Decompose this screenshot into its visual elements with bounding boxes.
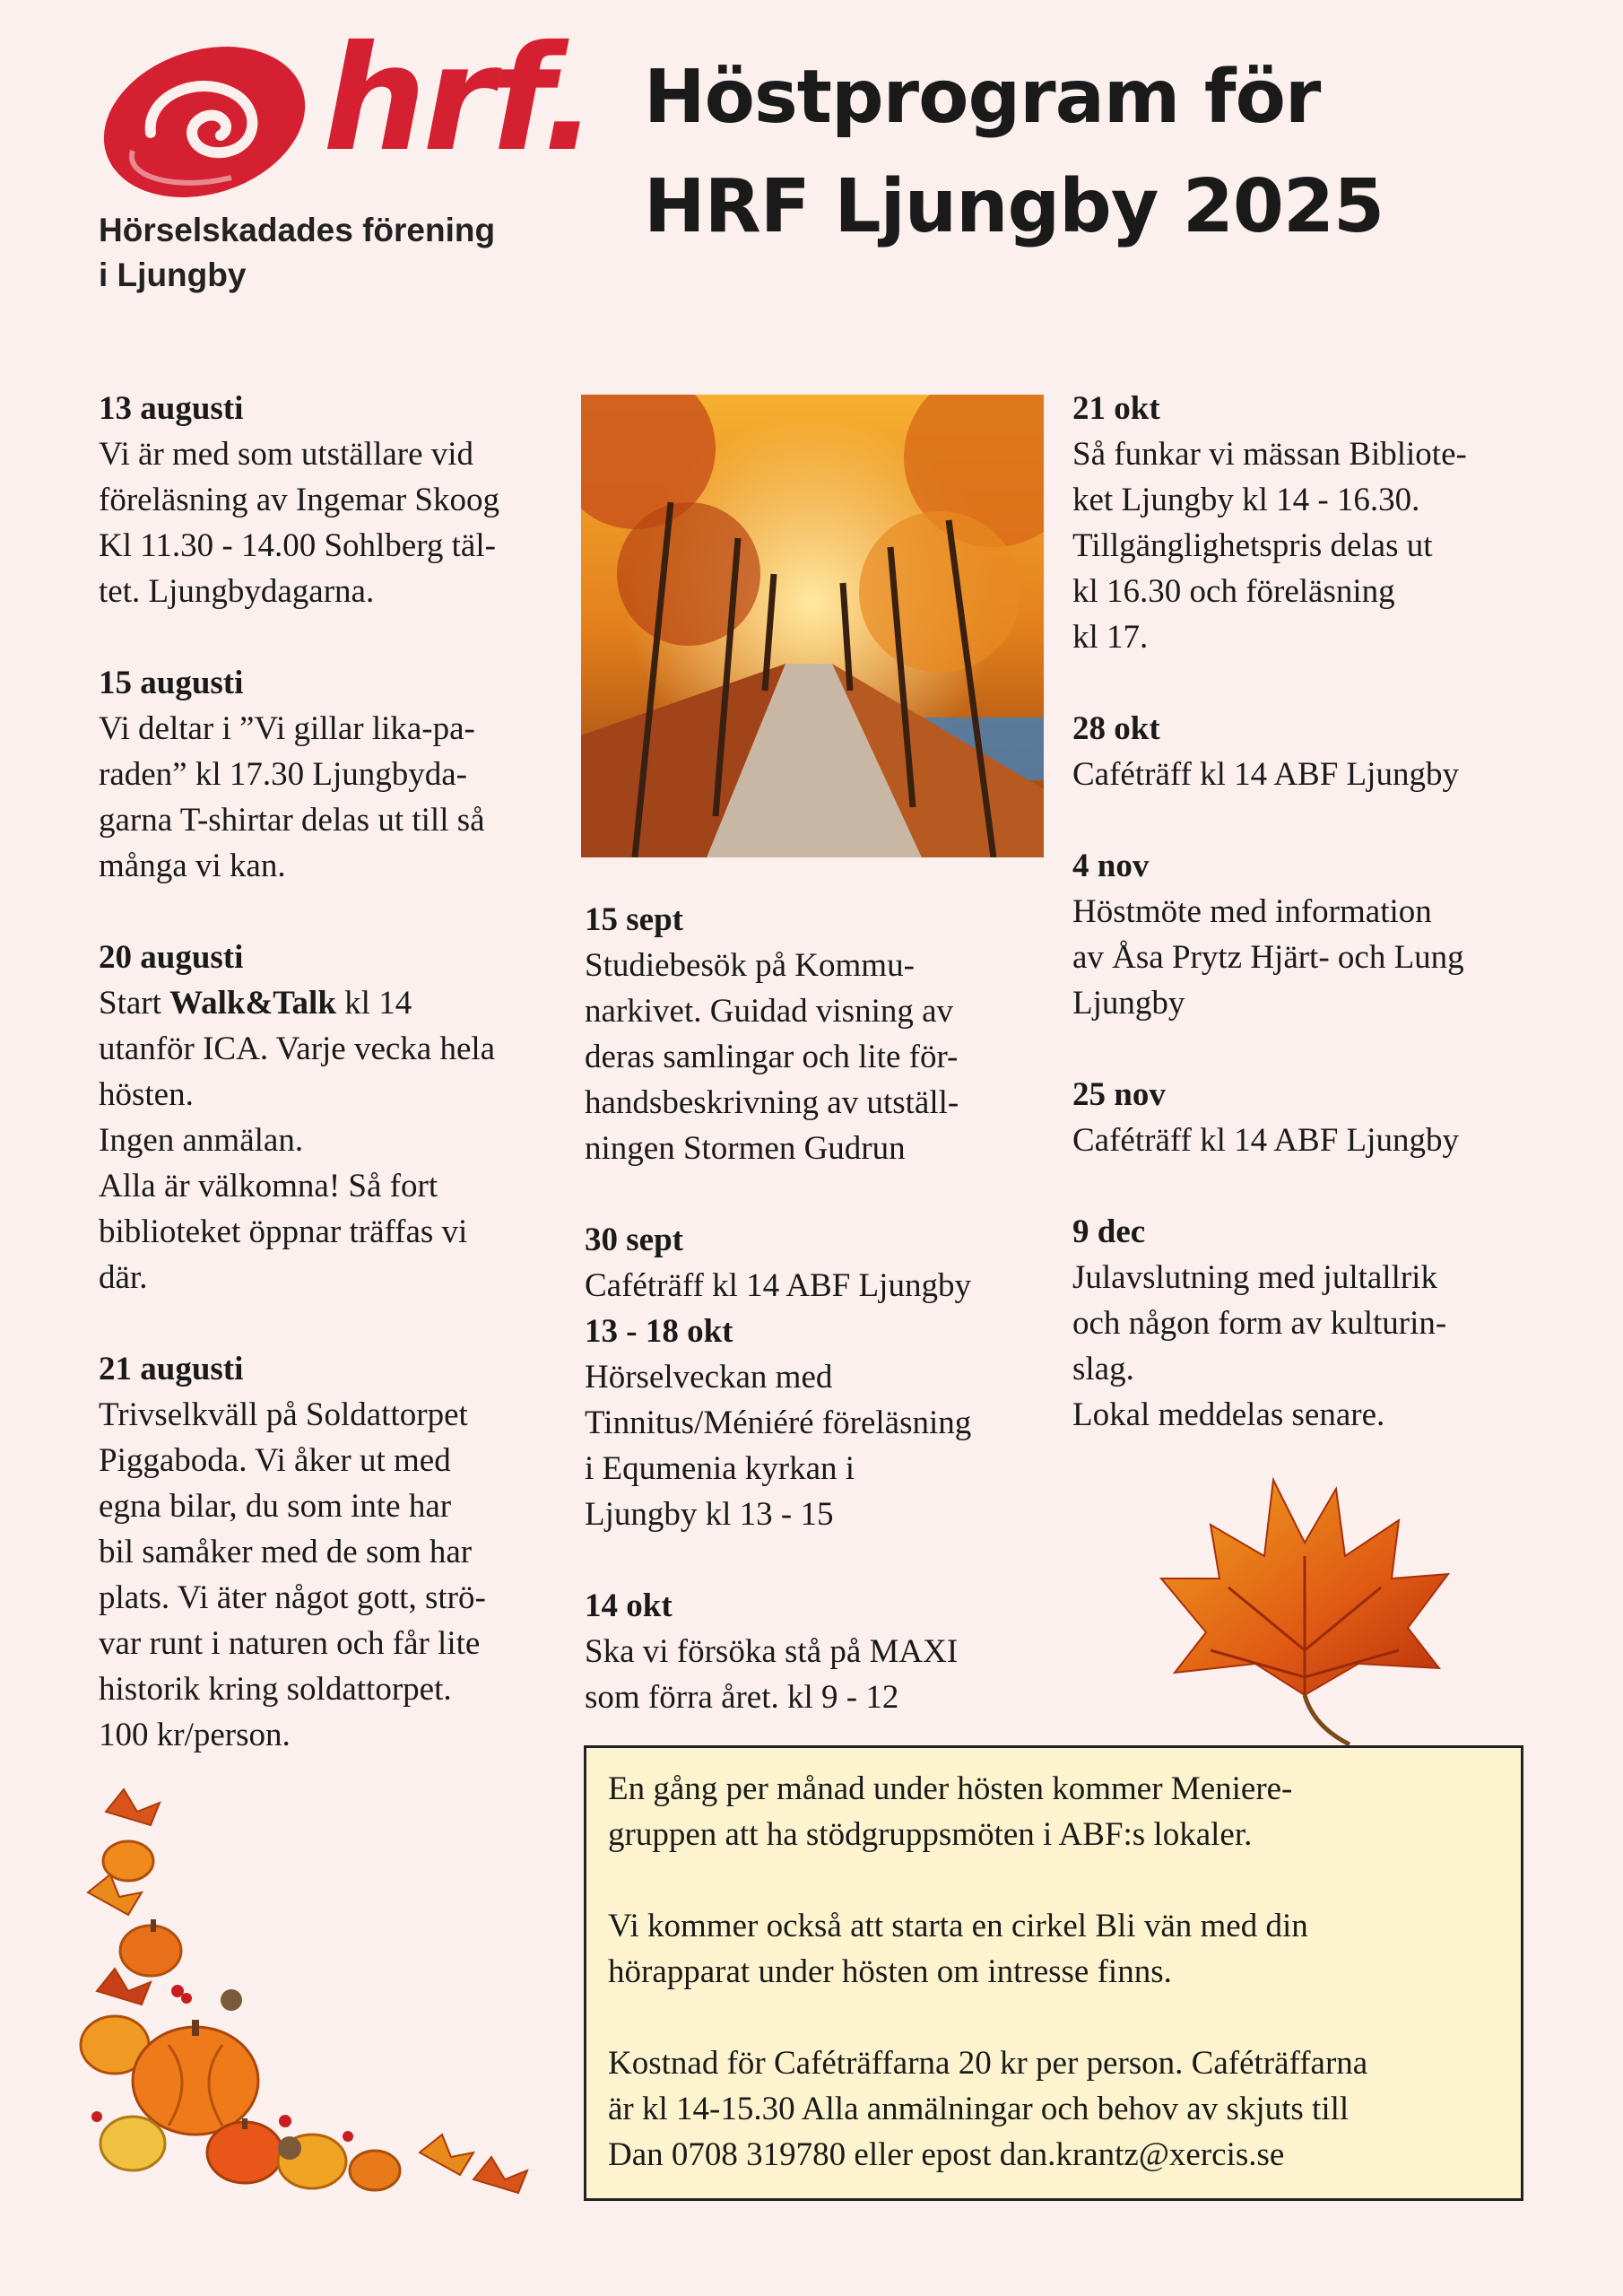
event-item bbox=[585, 897, 1051, 1171]
autumn-path-photo bbox=[581, 395, 1044, 857]
event-item bbox=[585, 1583, 1051, 1720]
hrf-logo-text: hrf. bbox=[323, 15, 595, 184]
event-date: 28 okt bbox=[1072, 710, 1160, 747]
event-date: 4 nov bbox=[1072, 848, 1150, 884]
program-column-2 bbox=[585, 897, 1051, 1766]
page-title-line1: Höstprogram för bbox=[644, 55, 1321, 140]
event-date: 13 augusti bbox=[99, 390, 244, 427]
info-paragraph: Kostnad för Caféträffarna 20 kr per person. Caféträffarna är kl 14-15.30 Alla anmälningar och behov av skjuts till Dan 0708 319780 eller epost dan.krantz@xercis.se bbox=[608, 2045, 1368, 2173]
info-box bbox=[584, 1745, 1523, 2201]
program-column-3 bbox=[1072, 386, 1539, 1483]
event-text: Hörselveckan med Tinnitus/Méniéré föreläsning i Equmenia kyrkan i Ljungby kl 13 - 15 bbox=[585, 1359, 972, 1533]
event-item bbox=[1072, 386, 1539, 660]
event-item bbox=[1072, 1072, 1539, 1163]
event-text: Trivselkväll på Soldattorpet Piggaboda. Vi åker ut med egna bilar, du som inte har bil samåker med de som har plats. Vi äter något gott, strö- var runt i naturen och får lite historik kring soldattorpet. 100 kr/person. bbox=[99, 1396, 486, 1753]
info-paragraph: En gång per månad under hösten kommer Meniere- gruppen att ha stödgruppsmöten i ABF:s lokaler. bbox=[608, 1770, 1293, 1853]
organization-name-line1: Hörselskadades förening bbox=[99, 212, 496, 248]
event-text: Så funkar vi mässan Bibliote- ket Ljungby kl 14 - 16.30. Tillgänglighetspris delas ut kl 16.30 och föreläsning kl 17. bbox=[1072, 436, 1467, 656]
event-item bbox=[1072, 706, 1539, 797]
event-text-before: Start bbox=[99, 985, 170, 1022]
maple-leaf-icon bbox=[1157, 1471, 1453, 1749]
event-item bbox=[1072, 843, 1539, 1026]
event-text: Caféträff kl 14 ABF Ljungby bbox=[1072, 756, 1459, 793]
event-item bbox=[1072, 1209, 1539, 1438]
event-text-bold: Walk&Talk bbox=[169, 985, 336, 1022]
event-item bbox=[99, 386, 565, 614]
event-text-after: kl 14 utanför ICA. Varje vecka hela hösten. Ingen anmälan. Alla är välkomna! Så fort biblioteket öppnar träffas vi där. bbox=[99, 985, 496, 1296]
event-date: 21 augusti bbox=[99, 1351, 244, 1387]
event-text: Julavslutning med jultallrik och någon form av kulturin- slag. Lokal meddelas senare. bbox=[1072, 1259, 1447, 1433]
event-text: Studiebesök på Kommu- narkivet. Guidad visning av deras samlingar och lite för- handsbeskrivning av utställ- ningen Stormen Gudrun bbox=[585, 947, 959, 1167]
event-item bbox=[99, 660, 565, 889]
event-text: Vi deltar i ”Vi gillar lika-pa- raden” kl 17.30 Ljungbyda- garna T-shirtar delas ut till så många vi kan. bbox=[99, 710, 485, 884]
page-title bbox=[644, 43, 1384, 262]
info-paragraph: Vi kommer också att starta en cirkel Bli vän med din hörapparat under hösten om intresse finns. bbox=[608, 1908, 1308, 1990]
event-text: Ska vi försöka stå på MAXI som förra året. kl 9 - 12 bbox=[585, 1633, 959, 1716]
event-date: 15 sept bbox=[585, 901, 683, 938]
program-column-1 bbox=[99, 386, 565, 1804]
event-date: 13 - 18 okt bbox=[585, 1313, 733, 1350]
hrf-logo-swirl-icon bbox=[97, 43, 321, 200]
event-date: 15 augusti bbox=[99, 665, 244, 701]
pumpkin-leaves-decoration bbox=[79, 1785, 536, 2206]
event-item bbox=[99, 935, 565, 1300]
event-date: 21 okt bbox=[1072, 390, 1160, 427]
event-item bbox=[99, 1346, 565, 1758]
event-text: Höstmöte med information av Åsa Prytz Hjärt- och Lung Ljungby bbox=[1072, 893, 1464, 1022]
event-date: 14 okt bbox=[585, 1587, 673, 1624]
event-date: 25 nov bbox=[1072, 1076, 1166, 1113]
organization-name bbox=[99, 208, 495, 298]
page-title-line2: HRF Ljungby 2025 bbox=[644, 164, 1384, 249]
event-text bbox=[99, 980, 565, 1300]
event-item bbox=[585, 1217, 1051, 1309]
event-item bbox=[585, 1309, 1051, 1537]
event-date: 9 dec bbox=[1072, 1213, 1146, 1250]
event-date: 20 augusti bbox=[99, 939, 244, 976]
event-date: 30 sept bbox=[585, 1222, 683, 1258]
organization-name-line2: i Ljungby bbox=[99, 257, 247, 293]
event-text: Caféträff kl 14 ABF Ljungby bbox=[585, 1267, 971, 1304]
event-text: Caféträff kl 14 ABF Ljungby bbox=[1072, 1122, 1459, 1159]
event-text: Vi är med som utställare vid föreläsning av Ingemar Skoog Kl 11.30 - 14.00 Sohlberg täl- tet. Ljungbydagarna. bbox=[99, 436, 499, 610]
